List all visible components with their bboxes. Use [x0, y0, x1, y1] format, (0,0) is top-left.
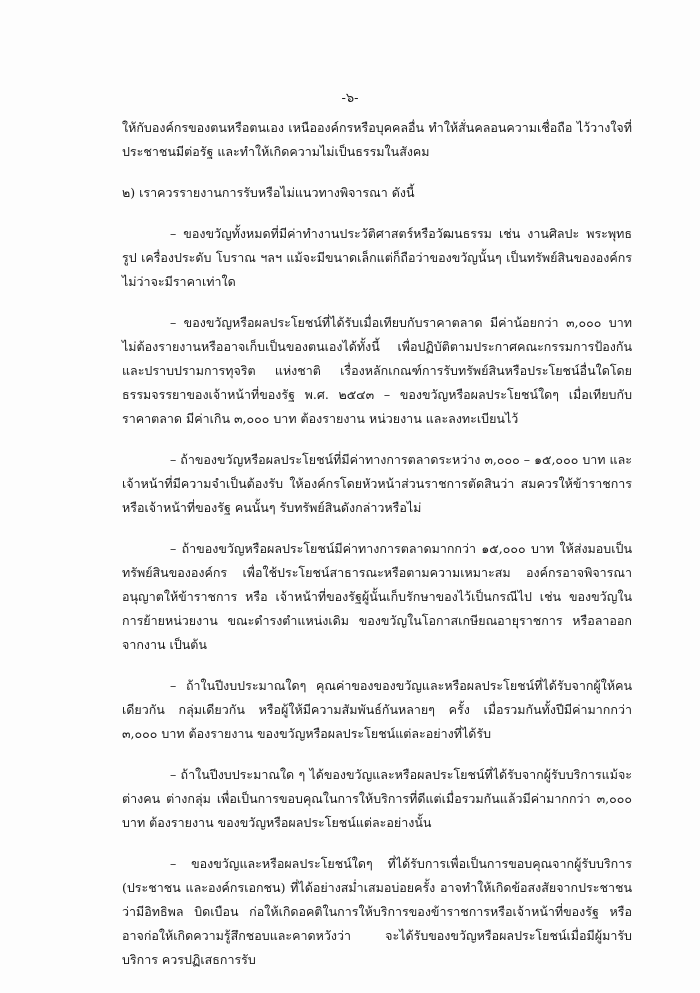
paragraph-bullet: – ถ้าในปีงบประมาณใดๆ คุณค่าของของขวัญและหรือผลประโยชน์ที่ได้รับจากผู้ให้คนเดียวกัน กลุ่มเดียวกัน หรือผู้ให้มีความสัมพันธ์กันหลายๆ ครั้ง เมื่อรวมกันทั้งปีมีค่ามากกว่า ๓,๐๐๐ บาท ต้องรายงาน ของขวัญหรือผลประโยชน์แต่ละอย่างที่ได้รับ	[122, 678, 632, 741]
paragraph-section-heading: ๒) เราควรรายงานการรับหรือไม่แนวทางพิจารณา ดังนี้	[122, 185, 415, 200]
paragraph-bullet: – ของขวัญและหรือผลประโยชน์ใดๆ ที่ได้รับการเพื่อเป็นการขอบคุณจากผู้รับบริการ (ประชาชน และองค์กรเอกชน) ที่ได้อย่างสม่ำเสมอบ่อยครั้ง อาจทำให้เกิดข้อสงสัยจากประชาชนว่ามีอิทธิพล บิดเบือน ก่อให้เกิดอคติในการให้บริการของข้าราชการหรือเจ้าหน้าที่ของรัฐ หรืออาจก่อให้เกิดความรู้สึกชอบและคาดหวังว่า จะได้รับของขวัญหรือผลประโยชน์เมื่อมีผู้มารับบริการ ควรปฏิเสธการรับ	[122, 856, 632, 967]
page-number: -๖-	[341, 91, 359, 106]
document-body	[122, 116, 632, 989]
paragraph-continuation: ให้กับองค์กรของตนหรือตนเอง เหนือองค์กรหรือบุคคลอื่น ทำให้สั่นคลอนความเชื่อถือ ไว้วางใจที่ประชาชนมีต่อรัฐ และทำให้เกิดความไม่เป็นธรรมในสังคม	[122, 120, 632, 159]
paragraph-bullet: – ถ้าของขวัญหรือผลประโยชน์ที่มีค่าทางการตลาดระหว่าง ๓,๐๐๐ – ๑๕,๐๐๐ บาท และเจ้าหน้าที่มีความจำเป็นต้องรับ ให้องค์กรโดยหัวหน้าส่วนราชการตัดสินว่า สมควรให้ข้าราชการหรือเจ้าหน้าที่ของรัฐ คนนั้นๆ รับทรัพย์สินดังกล่าวหรือไม่	[122, 452, 632, 515]
paragraph-bullet: – ของขวัญหรือผลประโยชน์ที่ได้รับเมื่อเทียบกับราคาตลาด มีค่าน้อยกว่า ๓,๐๐๐ บาทไม่ต้องรายงานหรืออาจเก็บเป็นของตนเองได้ทั้งนี้ เพื่อปฏิบัติตามประกาศคณะกรรมการป้องกันและปราบปรามการทุจริต แห่งชาติ เรื่องหลักเกณฑ์การรับทรัพย์สินหรือประโยชน์อื่นใดโดยธรรมจรรยาของเจ้าหน้าที่ของรัฐ พ.ศ. ๒๕๔๓ – ของขวัญหรือผลประโยชน์ใดๆ เมื่อเทียบกับราคาตลาด มีค่าเกิน ๓,๐๐๐ บาท ต้องรายงาน หน่วยงาน และลงทะเบียนไว้	[122, 315, 632, 426]
paragraph-bullet: – ถ้าของขวัญหรือผลประโยชน์มีค่าทางการตลาดมากกว่า ๑๕,๐๐๐ บาท ให้ส่งมอบเป็นทรัพย์สินขององค์กร เพื่อใช้ประโยชน์สาธารณะหรือตามความเหมาะสม องค์กรอาจพิจารณาอนุญาตให้ข้าราชการ หรือ เจ้าหน้าที่ของรัฐผู้นั้นเก็บรักษาของไว้เป็นกรณีไป เช่น ของขวัญในการย้ายหน่วยงาน ขณะดำรงตำแหน่งเดิม ของขวัญในโอกาสเกษียณอายุราชการ หรือลาออกจากงาน เป็นต้น	[122, 541, 632, 652]
paragraph-bullet: – ของขวัญทั้งหมดที่มีค่าทำงานประวัติศาสตร์หรือวัฒนธรรม เช่น งานศิลปะ พระพุทธรูป เครื่องประดับ โบราณ ฯลฯ แม้จะมีขนาดเล็กแต่ก็ถือว่าของขวัญนั้นๆ เป็นทรัพย์สินขององค์กรไม่ว่าจะมีราคาเท่าใด	[122, 226, 632, 289]
paragraph-bullet: – ถ้าในปีงบประมาณใด ๆ ได้ของขวัญและหรือผลประโยชน์ที่ได้รับจากผู้รับบริการแม้จะต่างคน ต่างกลุ่ม เพื่อเป็นการขอบคุณในการให้บริการที่ดีแต่เมื่อรวมกันแล้วมีค่ามากกว่า ๓,๐๐๐ บาท ต้องรายงาน ของขวัญหรือผลประโยชน์แต่ละอย่างนั้น	[122, 767, 632, 830]
